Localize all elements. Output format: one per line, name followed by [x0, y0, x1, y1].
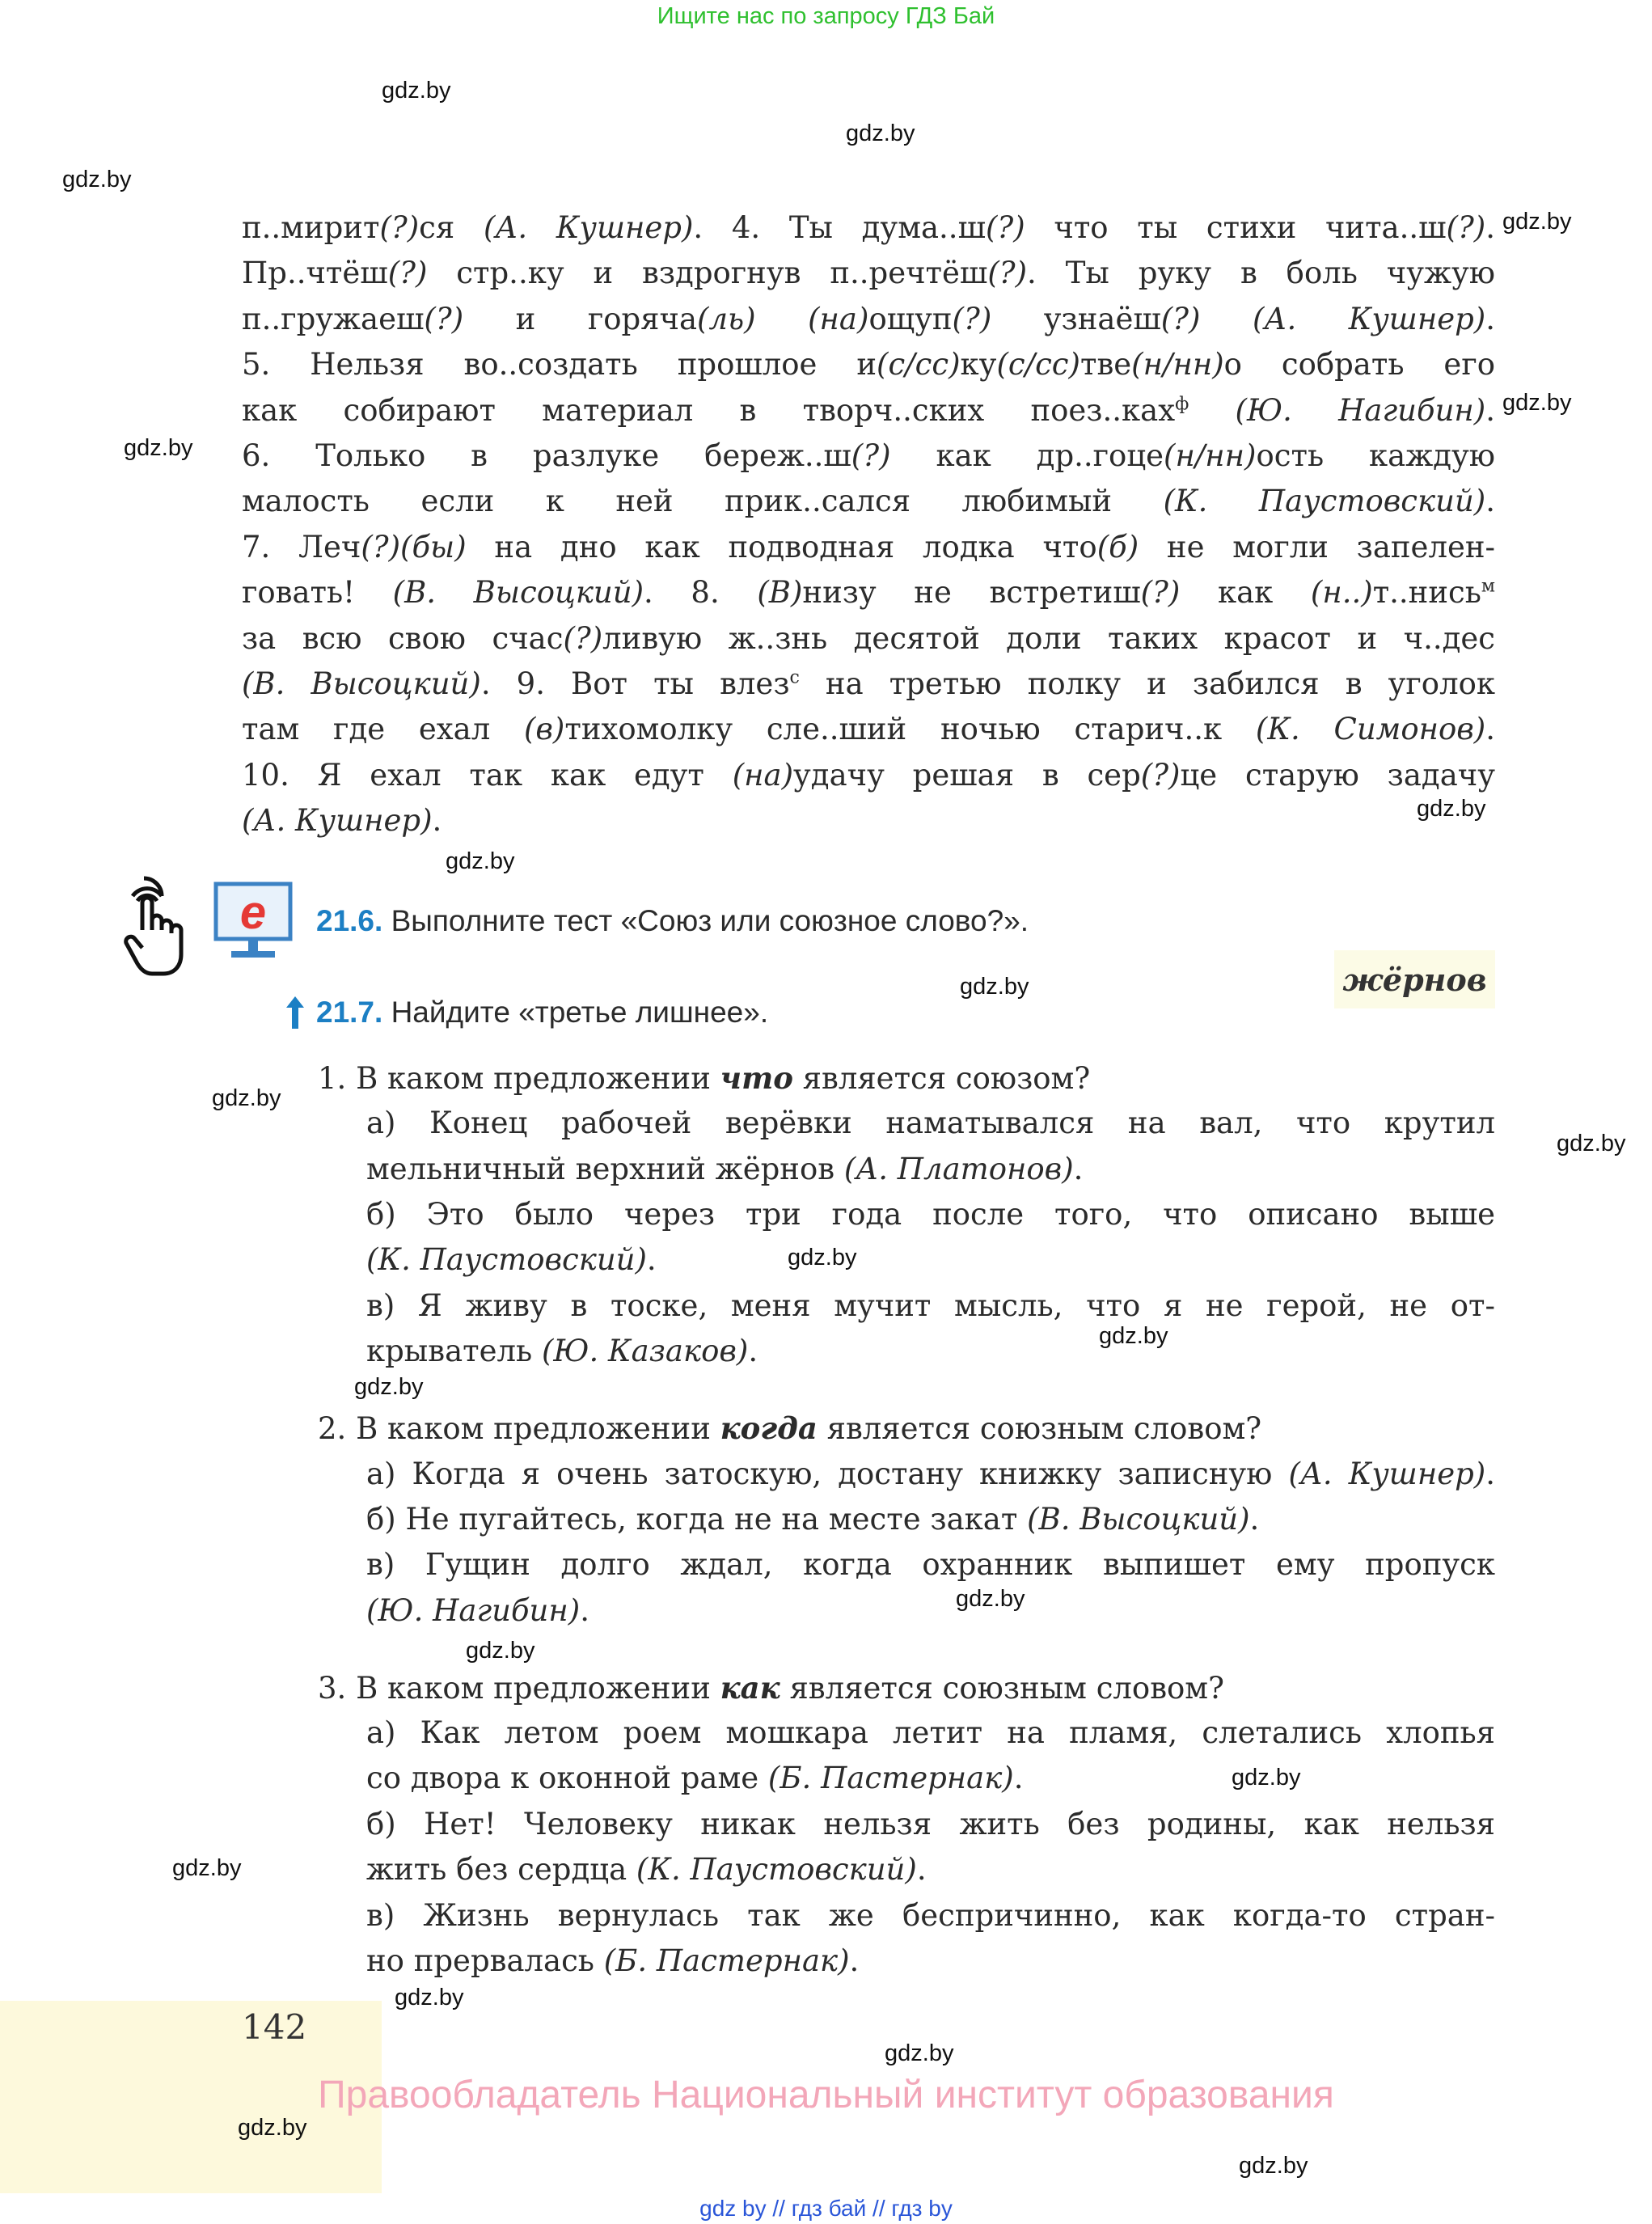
text-line	[242, 433, 1495, 479]
answer-line	[366, 1101, 1495, 1146]
italic-segment: (н/нн)	[1164, 438, 1257, 473]
text-segment: п..мирит	[242, 210, 380, 245]
italic-segment: (на)	[732, 758, 794, 793]
text-segment: не могли запелен-	[1139, 530, 1496, 564]
rights-holder-notice: Правообладатель Национальный институт образования	[318, 2074, 1334, 2116]
page-number: 142	[242, 2007, 307, 2047]
text-segment: в) Я живу в тоске, меня мучит мысль, что я не герой, не от-	[366, 1288, 1495, 1323]
text-segment: .	[1485, 712, 1495, 746]
text-segment	[756, 302, 809, 336]
text-segment: .	[916, 1852, 927, 1887]
text-segment: Пр..чтёш	[242, 256, 388, 290]
up-arrow-icon	[286, 996, 304, 1029]
superscript-mark: м	[1481, 576, 1495, 597]
text-segment: является союзным словом?	[817, 1411, 1262, 1446]
text-segment: а) Конец рабочей верёвки наматывался на вал, что крутил	[366, 1106, 1495, 1140]
text-segment: т..нись	[1372, 575, 1481, 610]
text-segment: стр..ку и вздрогнув п..речтёш	[427, 256, 988, 290]
text-segment: .	[748, 1334, 758, 1368]
watermark: gdz.by	[1557, 1131, 1626, 1156]
text-segment: ость каждую	[1256, 438, 1496, 473]
italic-segment: (Б. Пастернак)	[767, 1761, 1014, 1795]
text-segment: 2. В каком предложении	[318, 1411, 720, 1446]
answer-line	[366, 1283, 1495, 1329]
watermark: gdz.by	[1099, 1323, 1168, 1349]
watermark: gdz.by	[1239, 2153, 1308, 2179]
emphasis-word: когда	[720, 1410, 818, 1446]
text-segment: мельничный верхний жёрнов	[366, 1152, 844, 1186]
answer-line	[366, 1452, 1495, 1497]
task-text: Найдите «третье лишнее».	[391, 996, 769, 1029]
text-segment: .	[1485, 210, 1496, 245]
watermark: gdz.by	[172, 1855, 242, 1881]
italic-segment: (?)	[1446, 210, 1486, 245]
text-segment: как	[1180, 575, 1311, 610]
answer-line	[366, 1588, 1495, 1634]
italic-segment: (Ю. Казаков)	[541, 1334, 749, 1368]
text-line	[242, 798, 1495, 844]
text-segment: о собрать его	[1223, 347, 1495, 382]
answer-line	[366, 1893, 1495, 1939]
text-segment: на третью полку и забился в уголок	[799, 666, 1495, 701]
italic-segment: (?)	[424, 302, 464, 336]
text-segment: .	[1013, 1761, 1024, 1795]
watermark: gdz.by	[124, 435, 193, 461]
text-line	[242, 479, 1495, 524]
text-segment: це старую задачу	[1180, 758, 1495, 793]
text-segment: .	[432, 803, 442, 838]
italic-segment: (?)	[563, 621, 603, 656]
text-segment: б) Это было через три года после того, что описано выше	[366, 1197, 1495, 1232]
text-segment: п..гружаеш	[242, 302, 425, 336]
text-line	[242, 342, 1495, 387]
text-segment: тихомолку сле..ший ночью старич..к	[564, 712, 1256, 746]
watermark: gdz.by	[1232, 1765, 1301, 1791]
answer-line	[366, 1237, 1495, 1283]
answer-line	[366, 1192, 1495, 1237]
text-segment: является союзным словом?	[780, 1671, 1224, 1706]
text-segment: . 8.	[644, 575, 758, 610]
italic-segment: (ль)	[697, 302, 756, 336]
italic-segment: (В)	[757, 575, 803, 610]
task-text: Выполните тест «Союз или союзное слово?».	[391, 904, 1029, 937]
text-line	[242, 525, 1495, 570]
italic-segment: (В. Высоцкий)	[1027, 1502, 1250, 1537]
text-segment: в) Гущин долго ждал, когда охранник выпишет ему пропуск	[366, 1547, 1495, 1582]
italic-segment: (на)	[808, 302, 869, 336]
text-line	[242, 707, 1495, 752]
text-segment: 1. В каком предложении	[318, 1061, 720, 1096]
text-segment: жить без сердца	[366, 1852, 636, 1887]
italic-segment: (К. Паустовский)	[636, 1852, 917, 1887]
watermark: gdz.by	[382, 78, 451, 104]
bottom-links[interactable]: gdz by // гдз бай // гдз by	[699, 2196, 953, 2221]
text-segment: как др..гоце	[890, 438, 1164, 473]
italic-segment: (б)	[1096, 530, 1139, 564]
italic-segment: (?)	[387, 256, 428, 290]
text-segment: .	[1485, 484, 1495, 518]
italic-segment: (А. Кушнер)	[1288, 1457, 1486, 1491]
italic-segment: (К. Паустовский)	[1163, 484, 1486, 518]
text-segment: . 4. Ты дума..ш	[693, 210, 986, 245]
search-banner[interactable]: Ищите нас по запросу ГДЗ Бай	[657, 3, 995, 29]
italic-segment: (?)	[952, 302, 992, 336]
answer-line	[366, 1802, 1495, 1847]
text-segment: 6. Только в разлуке береж..ш	[242, 438, 851, 473]
italic-segment: (с/сс)	[996, 347, 1080, 382]
italic-segment: (?)	[985, 210, 1025, 245]
text-segment: низу не встретиш	[802, 575, 1141, 610]
text-line	[242, 251, 1495, 296]
italic-segment: (Ю. Нагибин)	[1235, 393, 1486, 428]
italic-segment: (А. Кушнер)	[483, 210, 694, 245]
text-line	[242, 388, 1495, 433]
text-segment: .	[1485, 393, 1495, 428]
question-header	[318, 1055, 1495, 1101]
text-segment: тве	[1080, 347, 1132, 382]
svg-text:e: e	[239, 886, 267, 939]
watermark: gdz.by	[212, 1085, 281, 1111]
text-segment: на дно как подводная лодка что	[466, 530, 1097, 564]
watermark: gdz.by	[1502, 209, 1572, 235]
text-segment: говать!	[242, 575, 393, 610]
text-segment: .	[1485, 302, 1496, 336]
text-segment: там где ехал	[242, 712, 524, 746]
text-segment: узнаёш	[991, 302, 1161, 336]
text-segment: . Ты руку в боль чужую	[1027, 256, 1496, 290]
italic-segment: (?)	[1160, 302, 1201, 336]
text-segment: а) Как летом роем мошкара летит на пламя, слетались хлопья	[366, 1715, 1495, 1750]
text-segment: ливую ж..знь десятой доли таких красот и ч..дес	[602, 621, 1495, 656]
answer-line	[366, 1497, 1495, 1542]
watermark: gdz.by	[846, 121, 915, 146]
text-segment: со двора к оконной раме	[366, 1761, 768, 1795]
italic-segment: (Б. Пастернак)	[603, 1943, 850, 1978]
text-segment: б) Не пугайтесь, когда не на месте закат	[366, 1502, 1028, 1537]
italic-segment: (В. Высоцкий)	[392, 575, 644, 610]
watermark: gdz.by	[466, 1638, 535, 1664]
answer-line	[366, 1542, 1495, 1588]
task-number: 21.6.	[316, 904, 383, 937]
watermark: gdz.by	[960, 974, 1029, 1000]
text-segment: малость если к ней прик..сался любимый	[242, 484, 1164, 518]
text-segment: .	[1485, 1457, 1496, 1491]
text-segment: крыватель	[366, 1334, 542, 1368]
italic-segment: (н/нн)	[1131, 347, 1224, 382]
italic-segment: (?)	[1140, 758, 1181, 793]
italic-segment: (в)	[523, 712, 565, 746]
text-segment: удачу решая в сер	[793, 758, 1141, 793]
question-header	[318, 1406, 1495, 1451]
watermark: gdz.by	[1502, 390, 1572, 416]
task-21-6	[316, 904, 1029, 938]
watermark: gdz.by	[354, 1374, 424, 1400]
text-segment: ся	[419, 210, 484, 245]
touch-hand-icon[interactable]	[120, 873, 188, 977]
answer-line	[366, 1756, 1495, 1801]
text-segment: .	[849, 1943, 860, 1978]
text-segment: .	[1073, 1152, 1084, 1186]
watermark: gdz.by	[62, 167, 132, 192]
answer-line	[366, 1847, 1495, 1892]
italic-segment: (с/сс)	[877, 347, 961, 382]
watermark: gdz.by	[446, 848, 515, 874]
vocabulary-word: жёрнов	[1334, 950, 1495, 1008]
italic-segment: (?)	[379, 210, 420, 245]
text-segment	[1200, 302, 1253, 336]
text-segment: .	[580, 1593, 589, 1628]
italic-segment: (?)	[851, 438, 891, 473]
italic-segment: (Ю. Нагибин)	[366, 1593, 581, 1628]
text-segment: а) Когда я очень затоскую, достану книжку записную	[366, 1457, 1289, 1491]
text-segment: .	[1249, 1502, 1260, 1537]
watermark: gdz.by	[1417, 796, 1486, 822]
text-segment: в) Жизнь вернулась так же беспричинно, как когда-то стран-	[366, 1898, 1495, 1933]
watermark: gdz.by	[956, 1586, 1025, 1612]
text-segment: ку	[960, 347, 997, 382]
answer-line	[366, 1147, 1495, 1192]
italic-segment: (А. Платонов)	[843, 1152, 1074, 1186]
text-line	[242, 616, 1495, 662]
text-segment: 5. Нельзя во..создать прошлое и	[242, 347, 877, 382]
italic-segment: (?)	[1140, 575, 1181, 610]
text-line	[242, 205, 1495, 251]
italic-segment: (В. Высоцкий)	[242, 666, 481, 701]
text-segment: но прервалась	[366, 1943, 604, 1978]
text-segment: 3. В каком предложении	[318, 1671, 720, 1706]
watermark: gdz.by	[885, 2040, 954, 2066]
text-segment: как собирают материал в творч..ских поез..ках	[242, 393, 1176, 428]
emphasis-word: как	[720, 1670, 780, 1706]
emphasis-word: что	[720, 1060, 793, 1096]
text-segment: является союзом?	[792, 1061, 1091, 1096]
task-number: 21.7.	[316, 996, 383, 1029]
text-segment: .	[646, 1242, 657, 1277]
italic-segment: (н..)	[1310, 575, 1373, 610]
italic-segment: (?)	[987, 256, 1028, 290]
task-21-7	[316, 996, 768, 1030]
question-header	[318, 1665, 1495, 1710]
text-segment: за всю свою счас	[242, 621, 564, 656]
text-segment: . 9. Вот ты влез	[480, 666, 790, 701]
text-segment	[1189, 393, 1235, 428]
text-line	[242, 662, 1495, 707]
text-segment: 10. Я ехал так как едут	[242, 758, 733, 793]
text-segment: б) Нет! Человеку никак нельзя жить без родины, как нельзя	[366, 1807, 1495, 1841]
superscript-mark: с	[789, 667, 800, 688]
watermark: gdz.by	[238, 2115, 307, 2141]
italic-segment: (А. Кушнер)	[242, 803, 433, 838]
answer-line	[366, 1939, 1495, 1984]
text-line	[242, 570, 1495, 615]
text-line	[242, 753, 1495, 798]
text-segment: и горяча	[463, 302, 698, 336]
answer-line	[366, 1710, 1495, 1756]
italic-segment: (К. Паустовский)	[366, 1242, 647, 1277]
text-segment: 7. Леч	[242, 530, 361, 564]
superscript-mark: ф	[1175, 394, 1189, 415]
text-segment: ощуп	[868, 302, 953, 336]
watermark: gdz.by	[395, 1985, 464, 2010]
italic-segment: (?)(бы)	[361, 530, 467, 564]
italic-segment: (А. Кушнер)	[1252, 302, 1486, 336]
text-segment: что ты стихи чита..ш	[1025, 210, 1447, 245]
watermark: gdz.by	[788, 1245, 857, 1271]
e-learning-monitor-icon[interactable]	[213, 882, 293, 959]
answer-line	[366, 1329, 1495, 1374]
text-line	[242, 297, 1495, 342]
italic-segment: (К. Симонов)	[1255, 712, 1486, 746]
